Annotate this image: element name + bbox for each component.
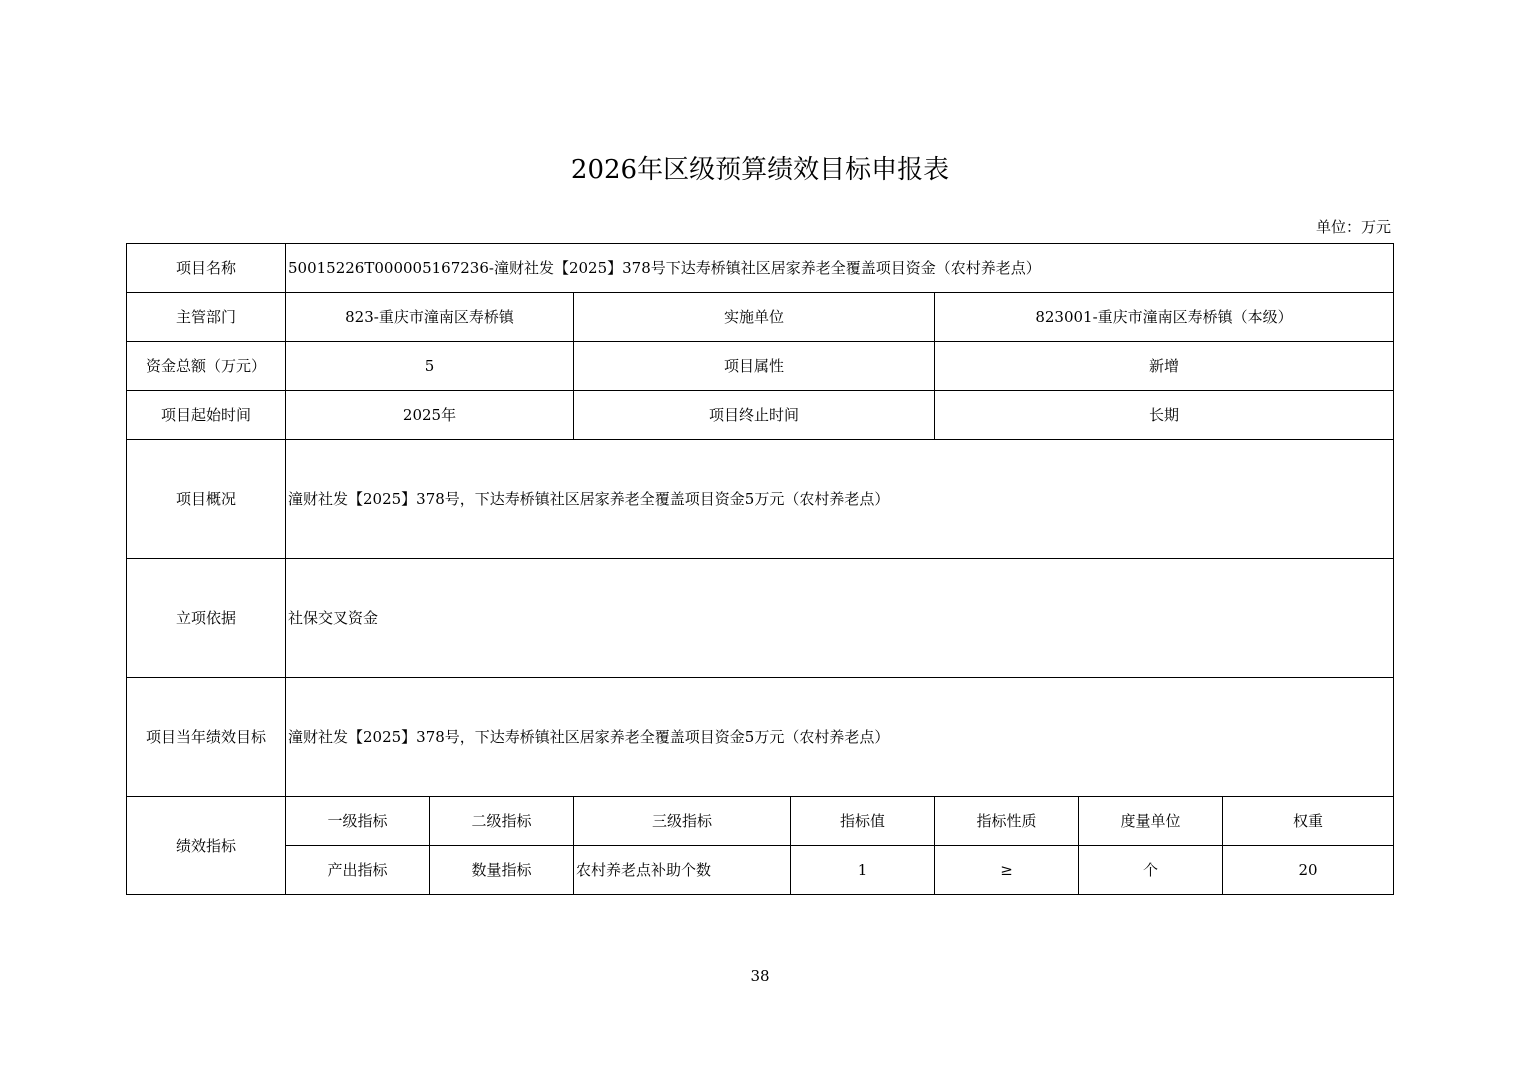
row-basis: [127, 559, 1394, 678]
label-overview: 项目概况: [127, 440, 286, 559]
header-unit: 度量单位: [1079, 797, 1223, 846]
label-end-time: 项目终止时间: [574, 391, 935, 440]
indicator-level2: 数量指标: [430, 846, 574, 895]
value-department: 823-重庆市潼南区寿桥镇: [286, 293, 574, 342]
label-basis: 立项依据: [127, 559, 286, 678]
value-annual-goal: 潼财社发【2025】378号，下达寿桥镇社区居家养老全覆盖项目资金5万元（农村养老点）: [286, 678, 1394, 797]
header-value: 指标值: [791, 797, 935, 846]
indicator-row: [127, 846, 1394, 895]
label-total-funds: 资金总额（万元）: [127, 342, 286, 391]
value-start-time: 2025年: [286, 391, 574, 440]
indicator-level1: 产出指标: [286, 846, 430, 895]
indicator-nature: ≥: [935, 846, 1079, 895]
row-time: [127, 391, 1394, 440]
indicator-unit: 个: [1079, 846, 1223, 895]
row-project-name: [127, 244, 1394, 293]
header-level1: 一级指标: [286, 797, 430, 846]
row-department: [127, 293, 1394, 342]
value-total-funds: 5: [286, 342, 574, 391]
label-project-name: 项目名称: [127, 244, 286, 293]
row-total-funds: [127, 342, 1394, 391]
value-project-name: 50015226T000005167236-潼财社发【2025】378号下达寿桥镇社区居家养老全覆盖项目资金（农村养老点）: [286, 244, 1394, 293]
label-department: 主管部门: [127, 293, 286, 342]
indicator-level3: 农村养老点补助个数: [574, 846, 791, 895]
value-end-time: 长期: [935, 391, 1394, 440]
page-number: 38: [750, 967, 770, 985]
header-level2: 二级指标: [430, 797, 574, 846]
label-project-attribute: 项目属性: [574, 342, 935, 391]
header-weight: 权重: [1223, 797, 1394, 846]
value-project-attribute: 新增: [935, 342, 1394, 391]
label-implementing-unit: 实施单位: [574, 293, 935, 342]
value-implementing-unit: 823001-重庆市潼南区寿桥镇（本级）: [935, 293, 1394, 342]
page-title: 2026年区级预算绩效目标申报表: [570, 155, 950, 185]
header-nature: 指标性质: [935, 797, 1079, 846]
indicator-value: 1: [791, 846, 935, 895]
label-annual-goal: 项目当年绩效目标: [127, 678, 286, 797]
label-start-time: 项目起始时间: [127, 391, 286, 440]
budget-performance-table: [126, 243, 1394, 895]
header-level3: 三级指标: [574, 797, 791, 846]
value-overview: 潼财社发【2025】378号，下达寿桥镇社区居家养老全覆盖项目资金5万元（农村养老点）: [286, 440, 1394, 559]
label-indicators: 绩效指标: [127, 797, 286, 895]
value-basis: 社保交叉资金: [286, 559, 1394, 678]
unit-label: 单位：万元: [1315, 218, 1391, 236]
row-annual-goal: [127, 678, 1394, 797]
indicator-weight: 20: [1223, 846, 1394, 895]
row-indicator-headers: [127, 797, 1394, 846]
row-overview: [127, 440, 1394, 559]
